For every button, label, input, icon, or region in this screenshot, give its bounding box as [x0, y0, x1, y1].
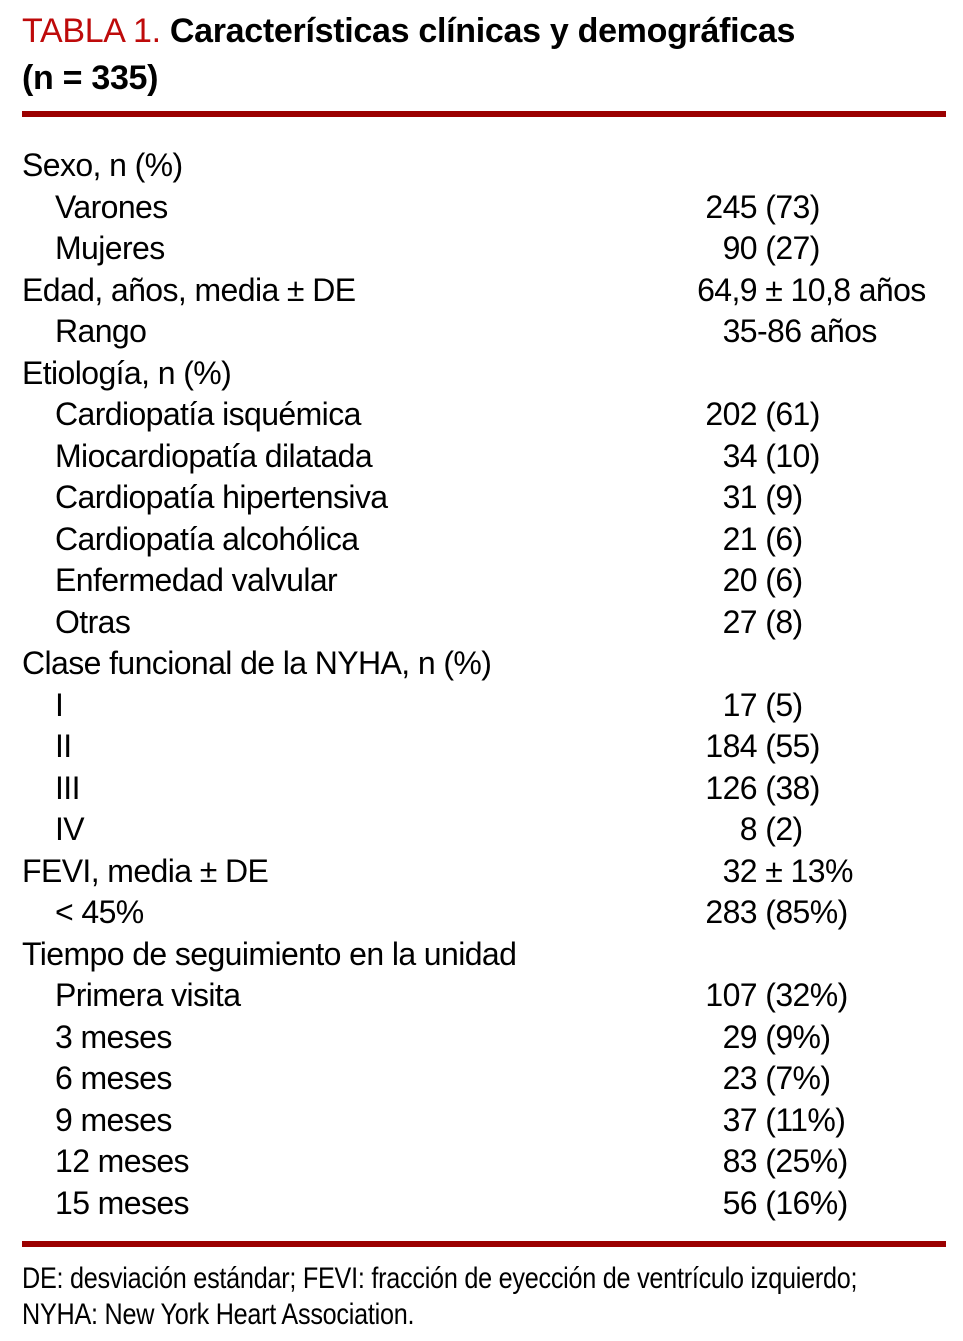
- row-value-detail: (25%): [757, 1143, 848, 1179]
- row-value-detail: (9): [757, 479, 803, 515]
- row-label: Mujeres: [55, 230, 165, 266]
- table-row: [22, 726, 946, 768]
- table-row: [22, 145, 946, 187]
- table-row: [22, 519, 946, 561]
- row-label: Miocardiopatía dilatada: [55, 437, 373, 474]
- row-value-number: 202: [705, 396, 757, 432]
- row-label: Cardiopatía hipertensiva: [55, 479, 388, 515]
- row-value-detail: (38): [757, 769, 820, 806]
- row-value-detail: (6): [757, 562, 803, 598]
- bottom-rule: [22, 1241, 946, 1247]
- row-value-number: 29: [722, 1018, 757, 1055]
- table-row: [22, 394, 946, 436]
- table-row: [22, 809, 946, 851]
- row-label: 3 meses: [55, 1018, 172, 1055]
- row-value-number: 34: [722, 437, 757, 474]
- top-rule: [22, 111, 946, 117]
- row-value-number: 8: [739, 811, 757, 847]
- row-label: Varones: [55, 188, 168, 225]
- row-label: II: [55, 728, 72, 764]
- row-value-detail: (61): [757, 396, 820, 432]
- row-value-number: 27: [722, 603, 757, 640]
- row-value-detail: ± 10,8 años: [757, 271, 926, 308]
- table-row: [22, 934, 946, 976]
- row-label: Sexo, n (%): [22, 147, 183, 183]
- row-value-number: 35: [722, 313, 757, 349]
- row-label: Enfermedad valvular: [55, 562, 338, 598]
- row-value-detail: (85%): [757, 894, 848, 930]
- row-value-detail: (27): [757, 230, 820, 266]
- row-value-number: 83: [722, 1143, 757, 1179]
- row-value-detail: (7%): [757, 1060, 831, 1096]
- row-value-detail: (5): [757, 686, 803, 723]
- row-value-number: 17: [722, 686, 757, 723]
- row-label: 15 meses: [55, 1184, 189, 1221]
- row-value-number: 32: [722, 852, 757, 889]
- row-label: FEVI, media ± DE: [22, 852, 269, 889]
- row-label: I: [55, 686, 64, 723]
- row-label: Cardiopatía alcohólica: [55, 520, 359, 557]
- row-value-detail: (32%): [757, 977, 848, 1013]
- row-value-detail: (11%): [757, 1101, 846, 1138]
- table-row: [22, 270, 946, 312]
- table-sample-size: (n = 335): [22, 59, 159, 97]
- table-number-label: TABLA 1.: [22, 12, 161, 50]
- row-value-number: 56: [722, 1184, 757, 1221]
- row-value-number: 90: [722, 230, 757, 266]
- row-value-detail: ± 13%: [757, 852, 853, 889]
- footnote-line-1: DE: desviación estándar; FEVI: fracción de eyección de ventrículo izquierdo;: [22, 1262, 858, 1295]
- table-row: [22, 685, 946, 727]
- row-value-detail: -86 años: [757, 313, 877, 349]
- row-label: 12 meses: [55, 1143, 189, 1179]
- table-row: [22, 477, 946, 519]
- table-title-line1: [22, 8, 946, 55]
- table-row: [22, 1100, 946, 1142]
- table-row: [22, 436, 946, 478]
- row-value-number: 184: [705, 728, 757, 764]
- table-row: [22, 1141, 946, 1183]
- table-footnote: [22, 1261, 946, 1333]
- table-row: [22, 353, 946, 395]
- table-row: [22, 311, 946, 353]
- table-row: [22, 187, 946, 229]
- table-row: [22, 892, 946, 934]
- table-row: [22, 768, 946, 810]
- row-label: Primera visita: [55, 977, 241, 1013]
- table-heading: Características clínicas y demográficas: [169, 12, 796, 50]
- table-row: [22, 1183, 946, 1225]
- row-value-detail: (10): [757, 437, 820, 474]
- row-value-detail: (9%): [757, 1018, 831, 1055]
- table-row: [22, 1058, 946, 1100]
- footnote-line-2: NYHA: New York Heart Association.: [22, 1298, 415, 1331]
- row-label: Edad, años, media ± DE: [22, 271, 356, 308]
- row-label: < 45%: [55, 894, 144, 930]
- table-title: [22, 8, 946, 102]
- row-value-detail: (2): [757, 811, 803, 847]
- table-row: [22, 643, 946, 685]
- row-value-detail: (73): [757, 188, 820, 225]
- row-label: Clase funcional de la NYHA, n (%): [22, 645, 492, 681]
- row-value-detail: (16%): [757, 1184, 848, 1221]
- row-value-detail: (8): [757, 603, 803, 640]
- row-label: Rango: [55, 313, 147, 349]
- table-row: [22, 1017, 946, 1059]
- row-value-number: 107: [705, 977, 757, 1013]
- row-label: Otras: [55, 603, 131, 640]
- row-value-number: 20: [722, 562, 757, 598]
- row-value-number: 23: [722, 1060, 757, 1096]
- table-row: [22, 228, 946, 270]
- row-value-detail: (6): [757, 520, 803, 557]
- row-value-number: 64,9: [697, 271, 757, 308]
- row-value-detail: (55): [757, 728, 820, 764]
- row-label: Cardiopatía isquémica: [55, 396, 361, 432]
- table-row: [22, 560, 946, 602]
- row-label: III: [55, 769, 80, 806]
- row-label: Etiología, n (%): [22, 354, 232, 391]
- table-row: [22, 975, 946, 1017]
- row-label: 6 meses: [55, 1060, 172, 1096]
- row-value-number: 21: [722, 520, 757, 557]
- row-label: Tiempo de seguimiento en la unidad: [22, 935, 517, 972]
- row-value-number: 283: [705, 894, 757, 930]
- row-value-number: 245: [705, 188, 757, 225]
- row-value-number: 31: [722, 479, 757, 515]
- row-value-number: 37: [722, 1101, 757, 1138]
- row-label: 9 meses: [55, 1101, 172, 1138]
- table-row: [22, 602, 946, 644]
- table-row: [22, 851, 946, 893]
- row-value-number: 126: [705, 769, 757, 806]
- row-label: IV: [55, 811, 85, 847]
- table-body: [22, 145, 946, 1224]
